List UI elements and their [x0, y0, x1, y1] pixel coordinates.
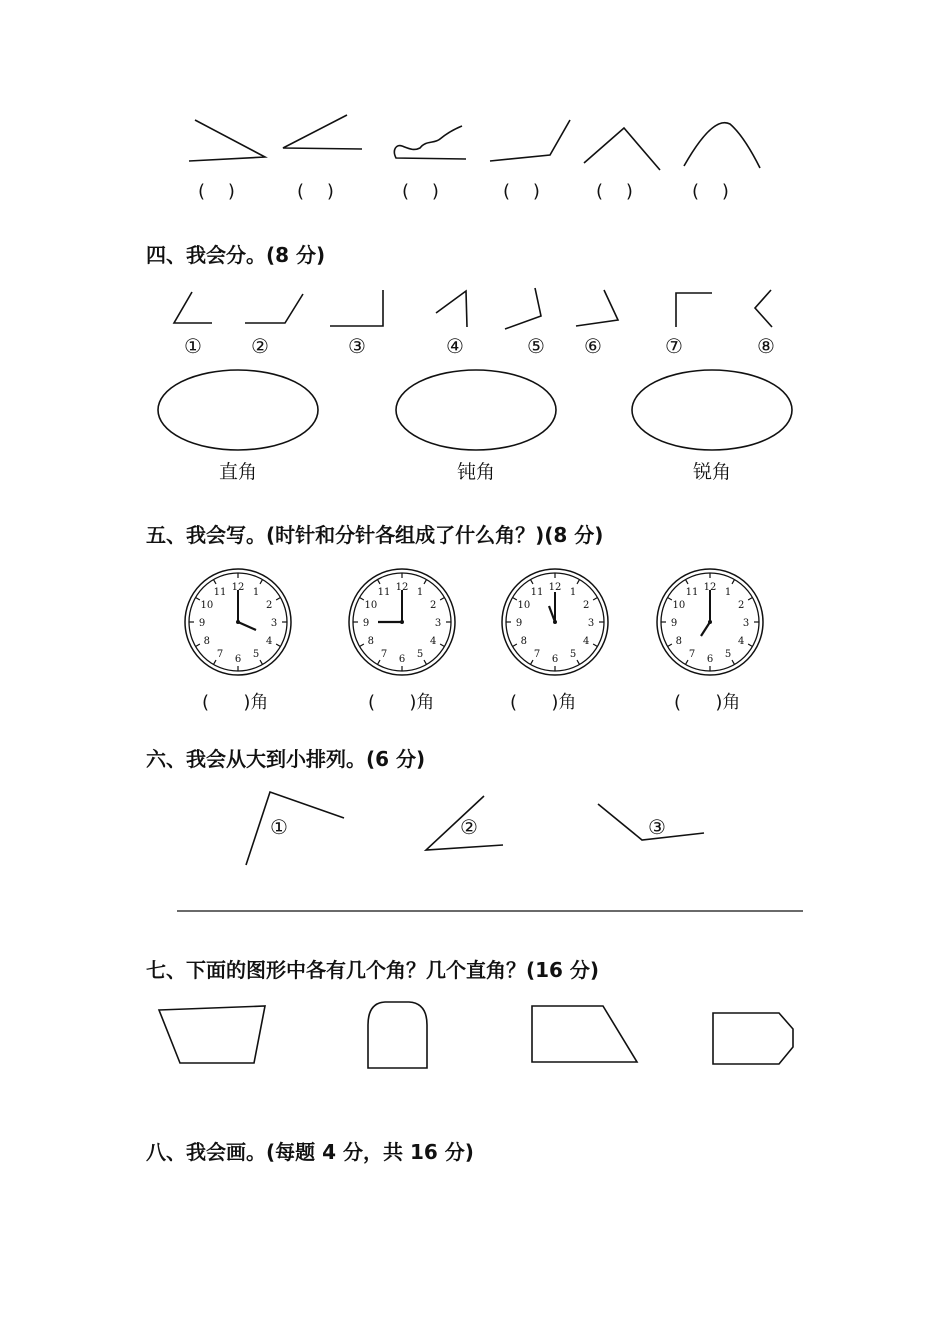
clock-number: 5	[416, 649, 424, 661]
label-1: ①	[184, 334, 202, 358]
clock-number: 3	[434, 618, 442, 629]
clock-number: 9	[198, 618, 206, 629]
category-right-angle: 直角	[219, 461, 258, 483]
label-4: ④	[446, 334, 464, 358]
clock-tick	[593, 644, 597, 647]
clock-number: 11	[685, 586, 699, 598]
clock-tick	[531, 580, 534, 584]
blank-1[interactable]: ( )	[198, 181, 235, 202]
clock-number: 11	[377, 586, 391, 598]
clock-number: 6	[706, 654, 714, 665]
category-acute-angle: 锐角	[693, 461, 732, 483]
clock-number: 1	[569, 586, 577, 598]
clock-tick	[668, 598, 672, 601]
clock-number: 7	[688, 649, 696, 661]
clock-number: 4	[582, 636, 590, 647]
blank-2[interactable]: ( )	[297, 181, 334, 202]
clock-number: 3	[270, 618, 278, 629]
clock-number: 3	[742, 618, 750, 629]
clock-tick	[214, 580, 217, 584]
clock-number: 5	[724, 649, 732, 661]
label-7: ⑦	[665, 334, 683, 358]
clock-tick	[424, 580, 427, 584]
order-label-1: ①	[270, 815, 288, 839]
clock-tick	[531, 660, 534, 664]
clock-number: 10	[200, 600, 214, 611]
clock-tick	[214, 660, 217, 664]
clock-number: 9	[670, 618, 678, 629]
clock-number: 10	[672, 600, 686, 611]
clock-blank-3[interactable]: ( )角	[510, 692, 577, 713]
label-6: ⑥	[584, 334, 602, 358]
order-label-2: ②	[460, 815, 478, 839]
clock-number: 7	[380, 649, 388, 661]
clock-blank-1[interactable]: ( )角	[202, 692, 269, 713]
clock-tick	[260, 580, 263, 584]
clock-number: 4	[737, 636, 745, 647]
clock-blank-4[interactable]: ( )角	[674, 692, 741, 713]
clock-number: 12	[231, 582, 245, 593]
clock-tick	[440, 598, 444, 601]
clock-number: 11	[530, 586, 544, 598]
clock-number: 9	[515, 618, 523, 629]
clock-tick	[748, 644, 752, 647]
clock-number: 8	[367, 636, 375, 647]
clock-tick	[686, 580, 689, 584]
blank-4[interactable]: ( )	[503, 181, 540, 202]
clock-number: 6	[234, 654, 242, 665]
clock-number: 8	[520, 636, 528, 647]
section-8-heading: 八、我会画。(每题 4 分，共 16 分)	[146, 1140, 474, 1164]
clock-number: 1	[252, 586, 260, 598]
clock-number: 1	[724, 586, 732, 598]
section-7-heading: 七、下面的图形中各有几个角？几个直角？(16 分)	[146, 958, 600, 982]
clock-tick	[513, 644, 517, 647]
clock-tick	[732, 580, 735, 584]
clock-center	[400, 620, 404, 624]
clock-tick	[360, 598, 364, 601]
clock-tick	[577, 660, 580, 664]
label-8: ⑧	[757, 334, 775, 358]
clock-tick	[732, 660, 735, 664]
clock-tick	[424, 660, 427, 664]
clock-tick	[440, 644, 444, 647]
clock-tick	[260, 660, 263, 664]
blank-5[interactable]: ( )	[596, 181, 633, 202]
clock-tick	[593, 598, 597, 601]
clock-tick	[378, 660, 381, 664]
clock-3	[502, 569, 608, 675]
clock-tick	[378, 580, 381, 584]
clock-number: 12	[395, 582, 409, 593]
clock-number: 6	[551, 654, 559, 665]
clock-number: 7	[533, 649, 541, 661]
clock-center	[236, 620, 240, 624]
hour-hand	[701, 622, 710, 636]
clock-tick	[686, 660, 689, 664]
hour-hand	[238, 622, 256, 630]
clock-number: 4	[265, 636, 273, 647]
clock-number: 10	[517, 600, 531, 611]
clock-number: 2	[737, 600, 745, 611]
clock-2	[349, 569, 455, 675]
label-2: ②	[251, 334, 269, 358]
clock-tick	[748, 598, 752, 601]
clock-blank-2[interactable]: ( )角	[368, 692, 435, 713]
clock-tick	[276, 598, 280, 601]
clock-number: 8	[203, 636, 211, 647]
section-6-heading: 六、我会从大到小排列。(6 分)	[146, 747, 426, 771]
clock-number: 5	[569, 649, 577, 661]
category-obtuse-angle: 钝角	[457, 461, 496, 483]
clock-number: 2	[429, 600, 437, 611]
clock-tick	[196, 598, 200, 601]
clock-number: 8	[675, 636, 683, 647]
clock-number: 6	[398, 654, 406, 665]
clock-number: 9	[362, 618, 370, 629]
clock-1	[185, 569, 291, 675]
clock-tick	[196, 644, 200, 647]
clock-number: 12	[548, 582, 562, 593]
clock-tick	[577, 580, 580, 584]
clock-number: 10	[364, 600, 378, 611]
clock-center	[708, 620, 712, 624]
clock-tick	[360, 644, 364, 647]
clock-number: 2	[582, 600, 590, 611]
clock-tick	[668, 644, 672, 647]
clock-number: 2	[265, 600, 273, 611]
clock-center	[553, 620, 557, 624]
order-label-3: ③	[648, 815, 666, 839]
clock-number: 1	[416, 586, 424, 598]
clock-number: 4	[429, 636, 437, 647]
blank-6[interactable]: ( )	[692, 181, 729, 202]
clock-number: 12	[703, 582, 717, 593]
label-3: ③	[348, 334, 366, 358]
section-5-heading: 五、我会写。(时针和分针各组成了什么角？)(8 分)	[146, 523, 604, 547]
label-5: ⑤	[527, 334, 545, 358]
clock-4	[657, 569, 763, 675]
clock-tick	[513, 598, 517, 601]
blank-3[interactable]: ( )	[402, 181, 439, 202]
clock-number: 5	[252, 649, 260, 661]
section-4-heading: 四、我会分。(8 分)	[146, 243, 326, 267]
clock-number: 11	[213, 586, 227, 598]
clock-number: 3	[587, 618, 595, 629]
clock-tick	[276, 644, 280, 647]
clock-number: 7	[216, 649, 224, 661]
